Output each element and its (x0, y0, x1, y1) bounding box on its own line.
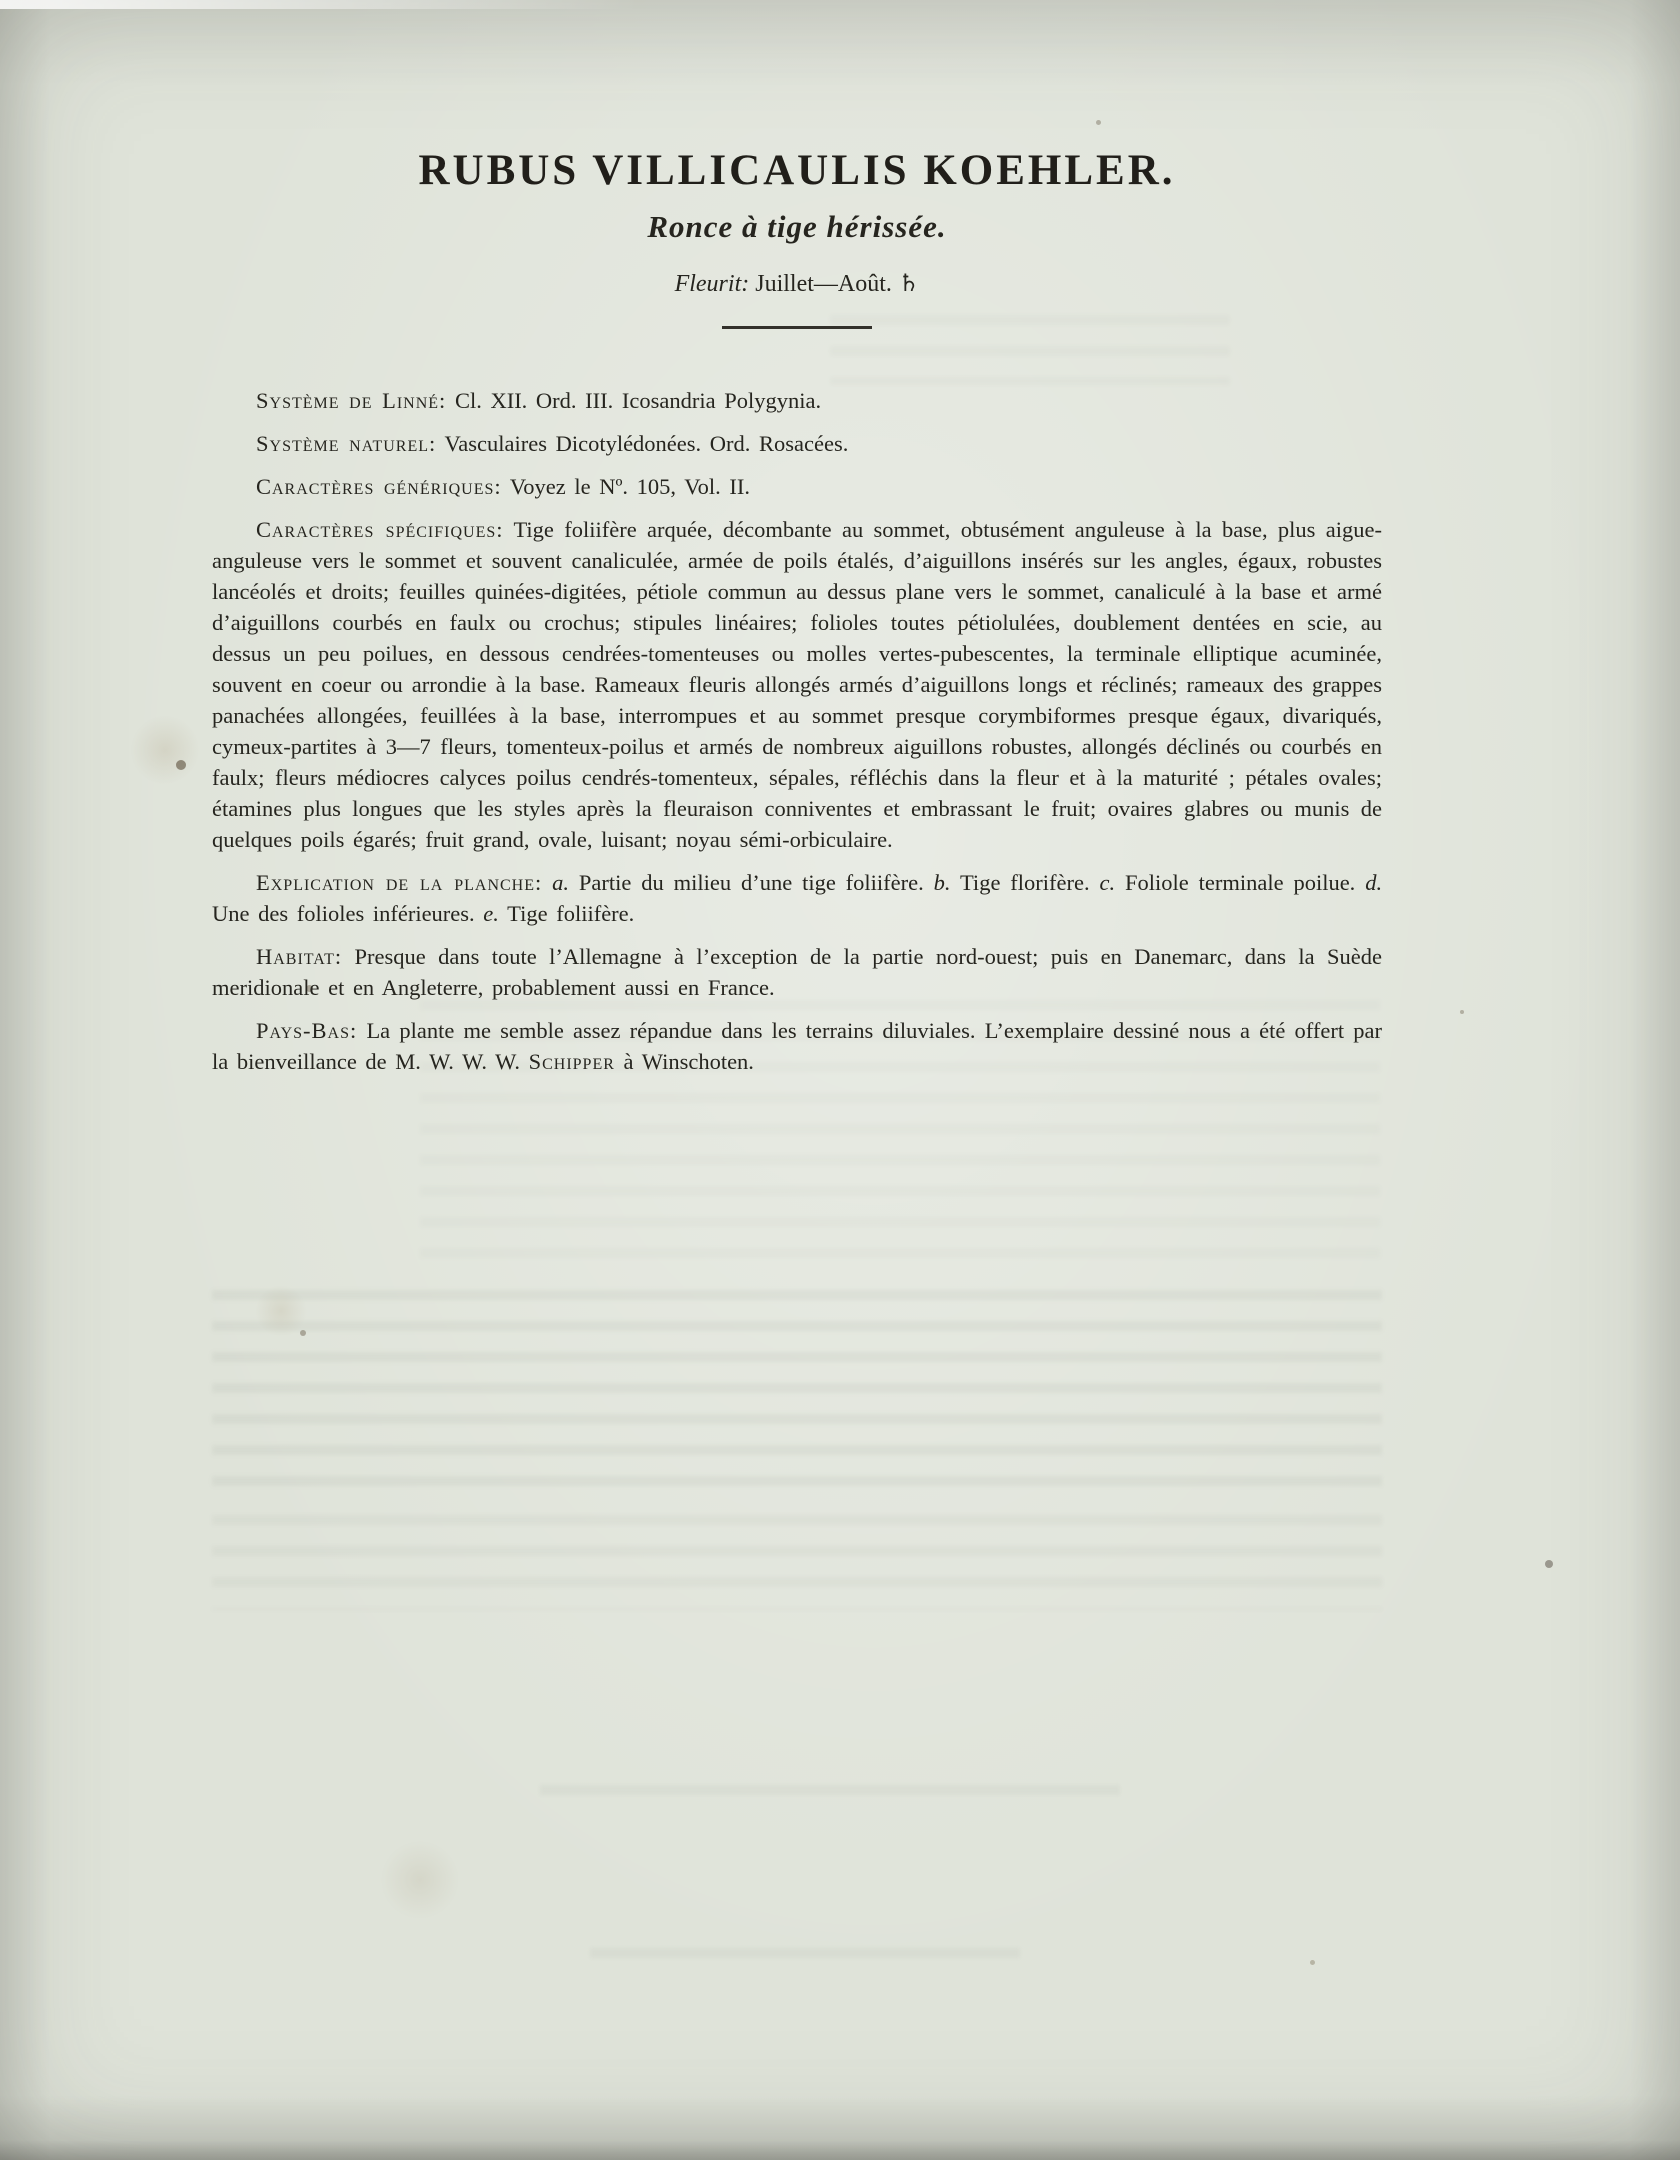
bleedthrough-text (540, 1785, 1120, 1809)
paper-speck (1310, 1960, 1315, 1965)
bleedthrough-text (212, 1290, 1382, 1505)
bloom-text: Juillet—Août. (755, 271, 892, 297)
person-name: Schipper (528, 1049, 615, 1074)
section-specifiques (212, 514, 1382, 855)
paper-speck (176, 760, 186, 770)
paper-stain (255, 1285, 307, 1337)
section-text: Tige foliifère arquée, décombante au sommet, obtusément anguleuse à la base, plus aigue-anguleuse vers le sommet et souvent canaliculée, armée de poils étalés, d’aiguillons insérés sur les angles, égaux, robustes lancéolés et droits; feuilles quinées-digitées, pétiole commun au dessus plane vers le sommet, canaliculé à la base et armé d’aiguillons courbés en faulx ou crochus; stipules linéaires; folioles toutes pétiolulées, doublement dentées en scie, au dessus un peu poilues, en dessous cendrées-tomenteuses ou molles vertes-pubescentes, la terminale elliptique acuminée, souvent en coeur ou arrondie à la base. Rameaux fleuris allongés armés d’aiguillons longs et réclinés; rameaux des grappes panachées allongées, feuillées à la base, interrompues et au sommet presque corymbiformes presque égaux, divariqués, cymeux-partites à 3—7 fleurs, tomenteux-poilus et armés de nombreux aiguillons robustes, allongés déclinés ou courbés en faulx; fleurs médiocres calyces poilus cendrés-tomenteux, sépales, réfléchis dans la fleur et à la maturité ; pétales ovales; étamines plus longues que les styles après la fleuraison conniventes et embrassant le fruit; ovaires glabres ou munis de quelques poils égarés; fruit grand, ovale, luisant; noyau sémi-orbiculaire. (212, 517, 1382, 852)
section-planche (212, 867, 1382, 929)
section-paysbas (212, 1015, 1382, 1077)
section-label: Système de Linné: (256, 388, 447, 413)
page-header (212, 0, 1382, 329)
saturn-symbol: ♄ (897, 271, 920, 297)
paper-stain (130, 715, 200, 785)
section-label: Habitat: (256, 944, 343, 969)
plate-item-key: c. (1099, 870, 1116, 895)
section-label: Système naturel: (256, 431, 437, 456)
plate-item-key: e. (483, 901, 499, 926)
paper-speck (1460, 1010, 1464, 1014)
section-text: Cl. XII. Ord. III. Icosandria Polygynia. (454, 388, 822, 413)
section-habitat (212, 941, 1382, 1003)
bloom-period-line (212, 269, 1382, 298)
divider-rule (722, 326, 872, 329)
page-edge-shadow (0, 2140, 1680, 2160)
section-label: Caractères spécifiques: (256, 517, 504, 542)
page-subtitle: Ronce à tige hérissée. (647, 209, 947, 244)
plate-item-text: Une des folioles inférieures. (212, 901, 475, 926)
section-label: Explication de la planche: (256, 870, 543, 895)
plate-item-text: Foliole terminale poilue. (1125, 870, 1356, 895)
paper-speck (300, 1330, 306, 1336)
page-content (212, 0, 1382, 1089)
section-text: à Winschoten. (623, 1049, 754, 1074)
bloom-label: Fleurit: (674, 271, 750, 297)
paper-stain (380, 1840, 460, 1920)
paper-speck (1545, 1560, 1553, 1568)
section-label: Caractères génériques: (256, 474, 502, 499)
section-generiques (212, 471, 1382, 502)
plate-item-text: Partie du milieu d’une tige foliifère. (578, 870, 924, 895)
bleedthrough-text (212, 1515, 1382, 1610)
bleedthrough-text (590, 1948, 1020, 1966)
section-linne (212, 385, 1382, 416)
section-text: La plante me semble assez répandue dans les terrains diluviales. L’exemplaire dessiné nous a été offert par la bienveillance de M. W. W. W. (212, 1018, 1383, 1074)
section-naturel (212, 428, 1382, 459)
plate-item-key: a. (552, 870, 570, 895)
plate-item-key: b. (933, 870, 951, 895)
body-text (212, 385, 1382, 1077)
section-text: Presque dans toute l’Allemagne à l’exception de la partie nord-ouest; puis en Danemarc, dans la Suède meridionale et en Angleterre, probablement aussi en France. (212, 944, 1382, 1000)
page-title: RUBUS VILLICAULIS KOEHLER. (418, 147, 1176, 194)
section-text: Vasculaires Dicotylédonées. Ord. Rosacées. (444, 431, 849, 456)
plate-item-text: Tige foliifère. (507, 901, 635, 926)
section-text: Voyez le Nº. 105, Vol. II. (509, 474, 750, 499)
plate-item-key: d. (1365, 870, 1383, 895)
plate-item-text: Tige florifère. (959, 870, 1090, 895)
section-label: Pays-Bas: (256, 1018, 358, 1043)
